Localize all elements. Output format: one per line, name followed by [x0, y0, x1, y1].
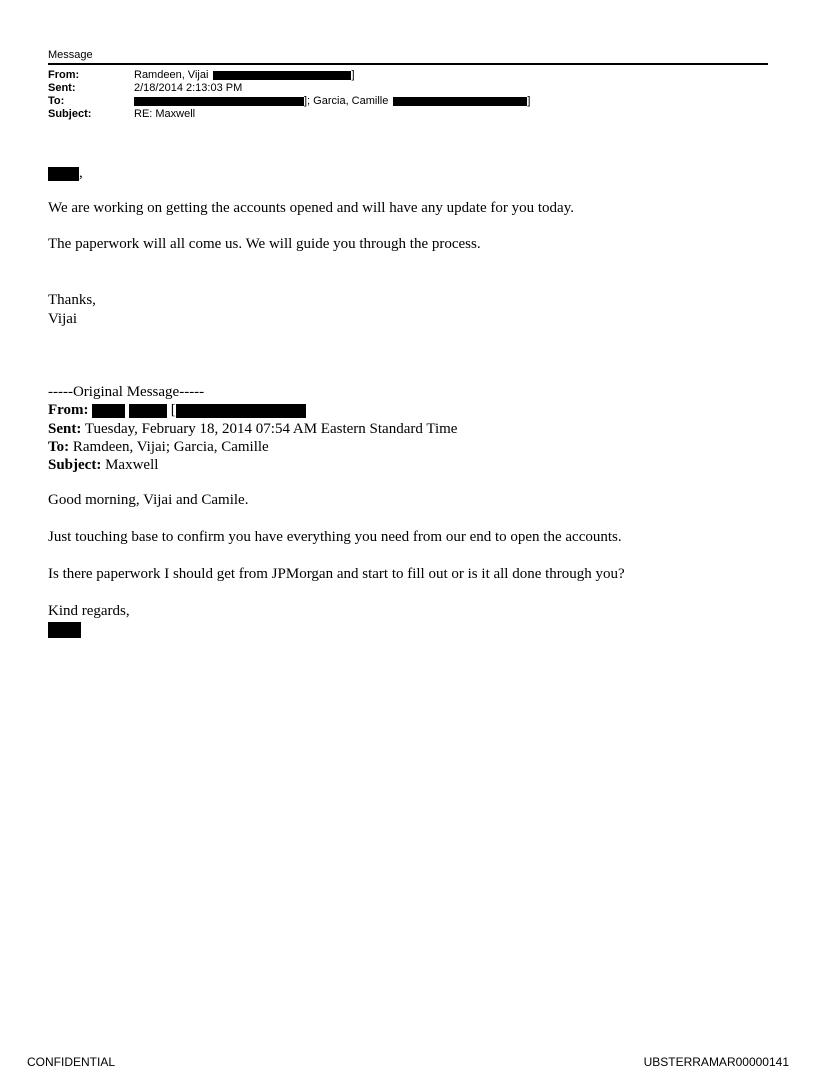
header-divider — [48, 63, 768, 65]
original-sent-label: Sent: — [48, 421, 82, 437]
to-value: ]; Garcia, Camille ] — [134, 95, 530, 108]
redaction-bar — [48, 622, 81, 638]
original-sent-value: Tuesday, February 18, 2014 07:54 AM Eastern Standard Time — [84, 421, 458, 437]
to-label: To: — [48, 95, 65, 107]
footer-bates-number: UBSTERRAMAR00000141 — [643, 1055, 789, 1069]
original-to-label: To: — [48, 439, 70, 455]
from-label: From: — [48, 69, 80, 81]
original-from-row: From: [ — [48, 401, 306, 420]
original-signoff: Kind regards, — [48, 603, 130, 619]
to-recipient: ]; Garcia, Camille — [304, 95, 389, 107]
subject-value: RE: Maxwell — [134, 108, 196, 120]
original-paragraph-2: Just touching base to confirm you have everything you need from our end to open the accounts. — [48, 529, 622, 545]
redaction-bar — [213, 71, 351, 80]
original-divider: -----Original Message----- — [48, 384, 205, 400]
sent-label: Sent: — [48, 82, 76, 94]
original-subject-row — [48, 456, 158, 475]
redaction-bar — [48, 167, 79, 181]
subject-label: Subject: — [48, 108, 92, 120]
sent-value: 2/18/2014 2:13:03 PM — [134, 82, 243, 94]
original-paragraph-1: Good morning, Vijai and Camile. — [48, 492, 249, 508]
from-value: Ramdeen, Vijai ] — [134, 69, 355, 81]
redaction-bar — [129, 404, 167, 418]
original-paragraph-3: Is there paperwork I should get from JPMorgan and start to fill out or is it all done through you? — [48, 566, 625, 582]
footer-confidential: CONFIDENTIAL — [27, 1055, 116, 1069]
reply-signoff: Thanks, — [48, 292, 96, 308]
redaction-bar — [393, 97, 527, 106]
reply-paragraph-2: The paperwork will all come us. We will guide you through the process. — [48, 236, 481, 252]
reply-greeting: , — [48, 164, 83, 183]
redaction-bar — [176, 404, 306, 418]
redaction-bar — [92, 404, 125, 418]
original-subject-label: Subject: — [48, 457, 102, 473]
redaction-bar — [134, 97, 304, 106]
original-to-row — [48, 438, 269, 457]
original-sent-row — [48, 420, 457, 439]
original-from-label: From: — [48, 402, 89, 418]
from-name: Ramdeen, Vijai — [134, 69, 209, 81]
reply-paragraph-1: We are working on getting the accounts opened and will have any update for you today. — [48, 200, 574, 216]
original-to-value: Ramdeen, Vijai; Garcia, Camille — [72, 439, 269, 455]
original-signature — [48, 620, 81, 639]
original-subject-value: Maxwell — [105, 457, 159, 473]
reply-signature: Vijai — [48, 311, 78, 327]
message-title: Message — [48, 49, 93, 61]
